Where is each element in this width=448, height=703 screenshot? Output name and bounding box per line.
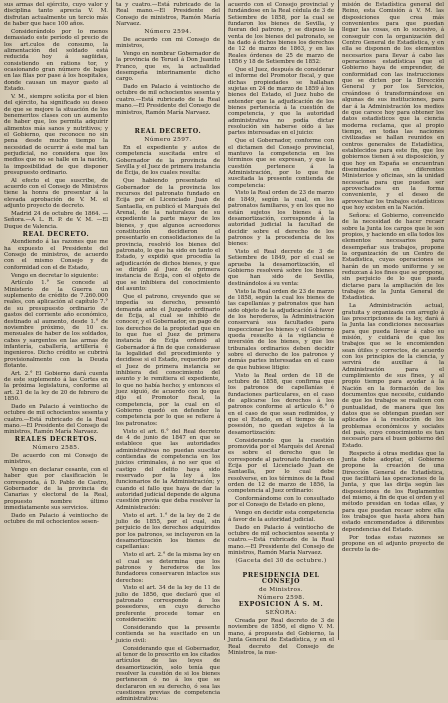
signature-line: Madrid 24 de octubre de 1864. —Señora.—A L. R. P. de V. M. —El Duque de Valencia.: [4, 211, 108, 230]
section-subheading: de Ministros.: [259, 586, 303, 593]
paragraph: Considerando que el Gobernador, al tenor de lo prescrito en los citados artículos de las leyes de desamortización, solo tenía que resolver la cuestión de si los bienes pertenecen ó no á los que se declararon en su derecho, ó sea las cuestiones previas de competencia administrativa:: [116, 645, 220, 703]
paragraph: De acuerdo con mi Consejo de ministros,: [4, 452, 108, 466]
column-rule: [111, 0, 112, 640]
paragraph: Vengo en decidir esta competencia á favor de la autoridad judicial.: [228, 510, 334, 523]
paragraph: sus armas del ejército, cuyo valor y disciplina tanto aprecia V. M. disfrutan actualmente un tercio más de haber que hace 100 años.: [4, 2, 108, 28]
column-rule: [224, 0, 225, 640]
paragraph: misión de Estadística general del Reino, esta Comisión á V. M. las disposiciones que crea más convenientes para que puedan llegar las cosas, en lo sucesivo, á conseguir con la organización del Centro General de Estadística, y en ella se disponen de los elementos necesarios para llevar á cabo las operaciones estadísticas que el Gobierno haya de emprender, de conformidad con las instrucciones que se dicten por la Dirección General y por los Servicios, creándose ó transformándose en algunas de sus instituciones, para dar á la Administración los medios de que carece hoy para obtener los datos estadísticos que la ciencia moderna reclama, que al propio tiempo, en todas las naciones civilizadas se hallan reunidos en centros generales de Estadística, establecidos para este fin, que los gobiernos tienen á su disposición, y que hoy en España se encuentran diseminados en diferentes Ministerios y oficinas, sin la unidad necesaria para que puedan ser aprovechados en la forma conveniente, y el deseo de aprovechar los trabajos estadísticos que hoy existen en la Nación.: [342, 2, 444, 211]
decree-number: Número 2594.: [144, 28, 192, 35]
paragraph: La Administración actual, gratuita y organizada con arreglo á las prescripciones de la ley, dará á la Junta las condiciones necesarias para que pueda llevar á cabo su misión, y cuidará de que los trabajos que se le encomienden sean útiles y correctos, de acuerdo con los principios de la ciencia, y servirá de auxiliar á la Administración para el cumplimiento de sus fines, y al propio tiempo para ayudar á la Nación en la formación de los documentos que necesite, cuidando de que los trabajos se realicen con puntualidad, de manera que los datos que se obtengan puedan ser aplicados á la resolución de los problemas económicos y sociales del país, cuyo conocimiento es tan necesario para el buen gobierno del Estado.: [342, 303, 444, 449]
section-heading: REAL DECRETO.: [134, 128, 202, 136]
paragraph: Atendiendo á las razones que me ha expuesto el Presidente del Consejo de ministros, de acuerdo con el mismo Consejo y de conformidad con el de Estado,: [4, 239, 108, 271]
section-heading: REAL DECRETO.: [22, 230, 90, 238]
decree-number: Número 2598.: [257, 594, 305, 601]
paragraph: Visto el art. 2.° de la misma ley en el cual se determina que los patronos y herederos de los fundadores conservaren intactos sus derechos:: [116, 552, 220, 584]
paragraph: Vengo en nombrar Gobernador de la provincia de Teruel á Don Juanito Franco, que es, la actualidad desempeña interinamente dicho cargo.: [116, 50, 220, 83]
paragraph: Que el patrono, creyendo que se impedía su derecho, presentó demanda ante el Juzgado ordinario de Écija, al cual se inhibió de conocer, y el Gobernador, en pago de los derechos de la propiedad que en lo que fue el Juez de primera instancia de Écija ordenó al Gobernador á fin de que considerase la legalidad del procedimiento y decidiese si el Estado, requerido por el Juez de primera instancia se inhibiera del conocimiento del asunto y le remitiera el expediente, lo que no había hecho; y entonces el juez siguió, de acuerdo con lo que dijo el Promotor fiscal, la competencia, por la cual en el Gobierno quedó en defender la competencia por lo que se refiere á los patronatos:: [116, 293, 220, 427]
paragraph: Visto la Real orden de 23 de marzo de 1849, según la cual, en los patronatos familiares, y en los que no están sujetos los bienes á la desamortización, corresponde á la autoridad judicial la facultad de decidir sobre el derecho de los patronos y la procedencia de los bienes:: [228, 190, 334, 248]
paragraph: En el expediente y autos de competencia suscitada entre el Gobernador de la provincia de Sevilla y el Juez de primera instancia de Écija, de los cuales resulta:: [116, 145, 220, 177]
paragraph: Considerando que la cuestión promovida por el Marqués del Arenal es sobre el derecho que le corresponde al patronato fundado en Écija por el Licenciado Juan de Santaella, por lo cual debe resolverse, en los términos de la Real orden de 12 de marzo de 1856, la competencia al Juez ordinario:: [228, 437, 334, 495]
salutation: SEÑORA:: [265, 610, 297, 617]
paragraph: De acuerdo con mi Consejo de ministros,: [116, 36, 220, 50]
paragraph: acuerdo con el Consejo provincial y fundándose en la Real cédula de 3 de Setiembre de 1858, por la cual se fundaron los bienes de Sevilla, y fueran del patrono, y se dispuso la venta de los bienes del patronato, se ha dado á dichos bienes los derechos de 12 de marzo de 1863, y en las Reales órdenes de 25 de marzo de 1856 y 18 de Setiembre de 1852:: [228, 2, 334, 66]
paragraph: Al efecto el que suscribe, de acuerdo con el Consejo de Ministros tiene la honra de presentar á la elevada aprobación de V. M. el adjunto proyecto de decreto.: [4, 177, 108, 210]
source-note: (Gaceta del 30 de octubre.): [235, 557, 327, 564]
column-2: [116, 2, 220, 703]
paragraph: Señora: el Gobierno, convencido de la necesidad de hacer recaer sobre la Junta los cargos que le son propios, y haciendo en ella todos los elementos necesarios para desempeñar sus trabajos, propone la organización de un Centro de Estadística, cuyas operaciones se harán de un modo uniforme y se reduzcan á los fines que se propone, sin perjuicio de lo que pueda dictarse para la ampliación de los trabajos de la Junta General de Estadística.: [342, 212, 444, 302]
paragraph: V. M., siempre solícita por el bien del ejército, ha significado su deseo de que se mejore la situación de los benemeritos clases con un aumento de haber que, los permita adquirir alimentos más sanos y nutritivos; y el Gobierno, que reconoce no sin pena desde mucho tiempo la necesidad de ocurrir á este mal tan perjudicial, no considera que los medios que no se halle en la nación, la imposibilidad de que disponer presupuesto ordinario.: [4, 93, 108, 176]
paragraph: Dado en Palacio á veintiocho de octubre de mil ochocientos sesen-: [4, 512, 108, 526]
section-heading: REALES DECRETOS.: [14, 436, 98, 444]
paragraph: Creada por Real decreto de 3 de noviembre de 1856, el digno V. M. mano, á propuesta del Gobierno, la Junta General de Estadística, y en el Real decreto del Consejo de Ministros, la nue-: [228, 618, 334, 656]
paragraph: Dado en Palacio á veintiocho de octubre de mil ochocientos sesenta y cuatro.—Está rubricado de la Real mano.—El Presidente del Consejo de ministros, Ramón María Narvaez.: [4, 403, 108, 436]
paragraph: Visto el Real decreto de 3 de Setiembre de 1849, por el cual se aprueba la desamortización, el Gobierno resolverá sobre los bienes que han sido de Sevilla, destinándolos á su venta:: [228, 249, 334, 287]
paragraph: Visto el art. 1.° de la ley de 2 de julio de 1855, por el cual, sin perjuicio de los derechos adquiridos por los patronos, se incluyeron en la desamortización los bienes de capellanías:: [116, 512, 220, 551]
paragraph: Visto el art. 34 de la ley de 11 de julio de 1856, que declaró que el patronato corresponde á los poseedores, en cuyo derecho preferente procede tomar en consideración:: [116, 585, 220, 624]
paragraph: Dado en Palacio á veintiocho de octubre de mil ochocientos sesenta y cuatro.—Está rubricado de la Real mano.—El Presidente del Consejo de ministros, Ramón María Narvaez.: [228, 524, 334, 556]
paragraph: Art. 2.° El Gobierno dará cuenta de este suplemento á las Cortes en la próxima legislatura, conforme al art. 21 de la ley de 20 de febrero de 1850.: [4, 370, 108, 403]
paragraph: Que el Juez, después de considerar el informe del Promotor fiscal, y que dichas propiedades se hallaban sujetas en 24 de marzo de 1859 á los bienes del Estado, el Juez hubo de entender que la adjudicación de los bienes pertenecía á la cuestión de competencia, y que la autoridad administrativa no podía dictar resolución sin haberse oído á las partes interesadas en el juicio:: [228, 66, 334, 137]
paragraph: Conformándome con lo consultado por el Consejo de Estado en pleno,: [228, 496, 334, 509]
paragraph: Visto el art. 6.° del Real decreto de 4 de junio de 1847 en que se establece que las autoridades administrativas no puedan suscitar contiendas de competencia en los juicios criminales, á no ser que el castigo del delito haya sido reservado por la ley á los funcionarios de la Administración; y cuando el fallo que haya de dar la autoridad judicial depende de alguna cuestión previa que deba resolver la Administración:: [116, 428, 220, 511]
column-1: [4, 2, 108, 638]
paragraph: Que habiendo presentado el Gobernador de la provincia los recursos del patronato fundado en Écija por el Licenciado Juan de Santaella, en publicó el Marqués del Arenal, de la naturaleza de su expediente la parte mayor de los bienes, y que algunos acreedores constitución decidieron el presentarlo en consolidaciones de la provincia, resolvió los bienes del patronato, lo que ha sido en tanto el Estado, y expidió que procedía la adjudicación de dichos bienes, y que se dirigió al Juez de primera instancia de Écija, con el objeto de que se inhibiera del conocimiento del asunto:: [116, 178, 220, 293]
paragraph: Visto la Real orden de 18 de octubre de 1858, que confirma que los patronos de capellanías é fundaciones particulares, en el caso de aplicarse los derechos á los patronos conforme al artículo 6.° ó en el caso de que sean redimidos, y que el Estado, en el tiempo de la posesión, no quedan sujetos á la desamortización:: [228, 372, 334, 436]
paragraph: Por todas estas razones se propone en el adjunto proyecto de decreto la de-: [342, 534, 444, 554]
paragraph: Respecto á otras medidas que la Junta debe adoptar, el Gobierno propone la creación de una Dirección General de Estadística, que facilitará las operaciones de la Junta, y que las dirija según las disposiciones de los Reglamentos del mismo, á fin de que el orden y el método presidan en todas ellas, y para que puedan recaer sobre ella los trabajos que hasta ahora han estado encomendados á diferentes dependencias del Estado.: [342, 450, 444, 533]
paragraph: Vengo en declarar cesante, con el haber que por clasificación le corresponda, á D. Pablo de Castro, Gobernador de la provincia de Canarias y electoral de la Real, propuesto nombre último inmediatamente sus servicios.: [4, 467, 108, 512]
paragraph: ta y cuatro.—Está rubricado de la Real mano.—El Presidente del Consejo de ministros, Ramón María Narvaez.: [116, 2, 220, 28]
paragraph: Vengo en decretar lo siguiente:: [11, 272, 99, 279]
decree-number: Número 2585.: [32, 445, 80, 452]
decree-number: Número 2597.: [144, 137, 192, 144]
column-4: [342, 2, 444, 638]
section-heading: PRESIDENCIA DEL CONSEJO: [242, 571, 320, 585]
column-3: [228, 2, 334, 656]
column-rule: [338, 0, 339, 640]
paragraph: Considerándolo por lo menos demasiado este período el precio de los art.culos de consumo, la alimentación del soldado está reducida hoy á sagüidas, consistiendo en rations tor, y ocasionando gran número de bajas en las filas por pase á los hospitales, donde causan un mayor gasto al Estado.: [4, 28, 108, 92]
paragraph: Que el Gobernador, conforme con el dictamen del Consejo provincial, mantuvo la competencia en los términos que se expresan, y que la cuestión pertenece á la Administración, por lo que fue suscitada la presente contienda de competencia:: [228, 138, 334, 189]
paragraph: Dado en Palacio á veintiocho de octubre de mil ochocientos sesenta y cuatro.—Está rubricado de la Real mano.—El Presidente del Consejo de ministros, Ramón María Narvaez.: [116, 84, 220, 116]
paragraph: Considerando que la presente contienda se ha suscitado en un juicio civil:: [116, 624, 220, 644]
section-heading: EXPOSICION Á S. M.: [238, 601, 324, 609]
paragraph: Artículo 1.° Se concede al Ministerio de la Guerra un suplemento de crédito de 7.260.000 reales, con aplicación al capítulo 7.° de su presupuesto ordinario de gastos del corriente año económico, destinado al aumento, desde 1.° de noviembre próximo, de 10 cs. mensuales de haber de los soldados, cabos y sargentos en las armas de infantería, caballería, artillería é ingenieros. Dicho crédito se cubrirá provisionalmente con la Deuda flotante.: [4, 280, 108, 369]
paragraph: Visto la Real orden de 23 de marzo de 1858, según la cual los bienes de las capellanías y patronatos que han sido objeto de la adjudicación á favor de los herederos, la Administración conservará sus facultades para inspeccionar los bienes y el Gobierno queda resuelto á la vigilancia é inversión de los bienes, y que los tribunales ordinarios deben decidir sobre el derecho de los patronos y demás partes interesadas en el caso de que hubiese litigio:: [228, 288, 334, 371]
